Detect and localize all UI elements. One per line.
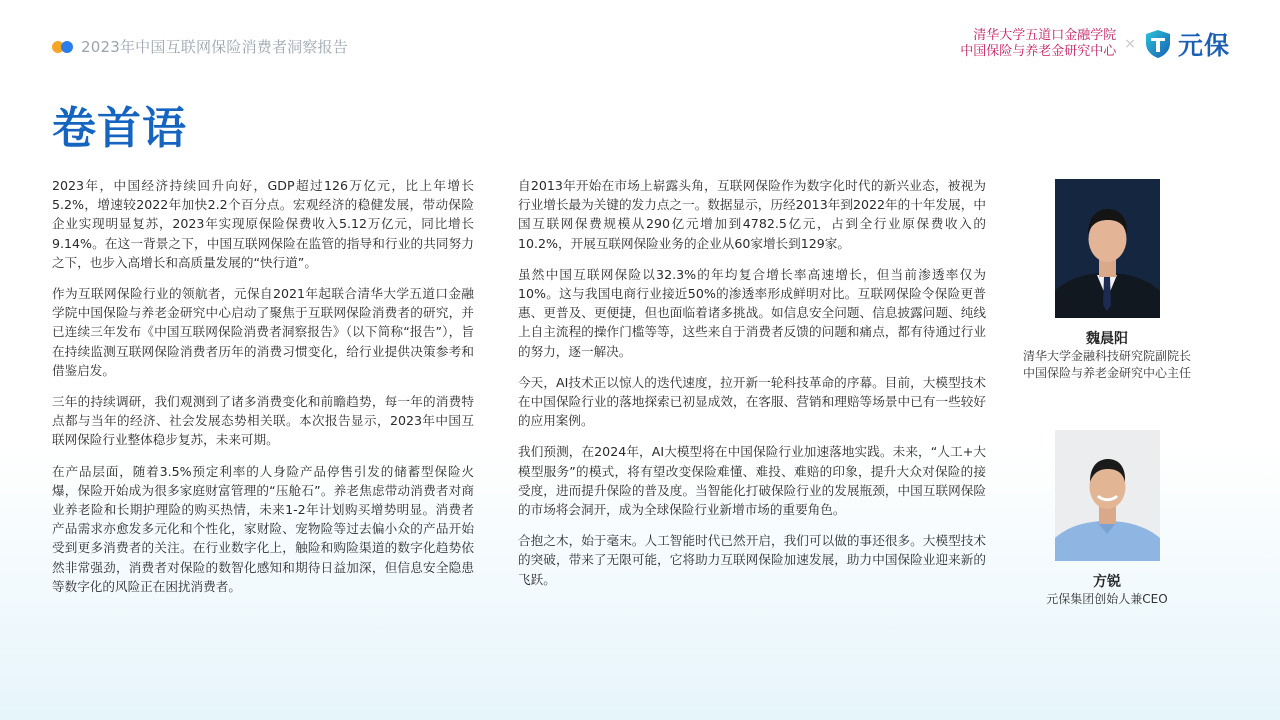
brand-name: 元保 xyxy=(1177,31,1230,60)
profile-wei-chenyang xyxy=(1014,179,1200,382)
middle-paragraph-2: 虽然中国互联网保险以32.3%的年均复合增长率高速增长，但当前渗透率仅为10%。这与我国电商行业接近50%的渗透率形成鲜明对比。互联网保险令保险更普惠、更普及、更便捷，但也面临着诸多挑战。如信息安全问题、信息披露问题、纯线上自主流程的操作门槛等等，这些来自于消费者反馈的问题和痛点，都有待通过行业的努力，逐一解决。 xyxy=(518,266,986,359)
left-text-column xyxy=(52,176,474,608)
partner-line-2: 中国保险与养老金研究中心 xyxy=(960,44,1117,59)
partner-institution xyxy=(960,28,1116,60)
portrait-photo xyxy=(1055,179,1160,318)
middle-paragraph-3: 今天，AI技术正以惊人的迭代速度，拉开新一轮科技革命的序幕。目前，大模型技术在中国保险行业的落地探索已初显成效，在客服、营销和理赔等场景中已有一些较好的应用案例。 xyxy=(518,374,986,429)
left-paragraph-1: 2023年，中国经济持续回升向好，GDP超过126万亿元，比上年增长5.2%，增速较2022年加快2.2个百分点。宏观经济的稳健发展，带动保险企业实现明显复苏，2023年实现原保险保费收入5.12万亿元，同比增长9.14%。在这一背景之下，中国互联网保险在监管的指导和行业的共同努力之下，也步入高增长和高质量发展的“快行道”。 xyxy=(52,178,474,270)
middle-paragraph-4: 我们预测，在2024年，AI大模型将在中国保险行业加速落地实践。未来，“人工+大模型服务”的模式，将有望改变保险难懂、难投、难赔的印象，提升大众对保险的接受度，进而提升保险的普及度。当智能化打破保险行业的发展瓶颈，中国互联网保险的市场将会洞开，成为全球保险行业新增市场的重要角色。 xyxy=(518,444,986,518)
report-header xyxy=(52,36,348,57)
portrait-photo xyxy=(1055,430,1160,561)
yuanbao-shield-icon xyxy=(1144,29,1172,59)
middle-text-column xyxy=(518,176,986,601)
left-paragraph-3: 三年的持续调研，我们观测到了诸多消费变化和前瞻趋势，每一年的消费特点都与当年的经济、社会发展态势相关联。本次报告显示，2023年中国互联网保险行业整体稳步复苏，未来可期。 xyxy=(52,394,474,448)
partner-line-1: 清华大学五道口金融学院 xyxy=(973,28,1117,43)
person-title-line-2: 中国保险与养老金研究中心主任 xyxy=(1022,366,1191,380)
blue-dot-icon xyxy=(61,41,73,53)
person-name: 方锐 xyxy=(1093,574,1121,590)
logo-dots-icon xyxy=(52,41,73,53)
person-title-line-1: 元保集团创始人兼CEO xyxy=(1046,592,1168,606)
left-paragraph-2: 作为互联网保险行业的领航者，元保自2021年起联合清华大学五道口金融学院中国保险与养老金研究中心启动了聚焦于互联网保险消费者的研究，并已连续三年发布《中国互联网保险消费者洞察报告》（以下简称“报告”），旨在持续监测互联网保险消费者历年的消费习惯变化，给行业提供决策参考和借鉴启发。 xyxy=(52,286,474,378)
report-title: 2023年中国互联网保险消费者洞察报告 xyxy=(81,38,348,56)
profile-fang-rui xyxy=(1014,430,1200,608)
person-name: 魏晨阳 xyxy=(1086,331,1128,347)
cross-separator: × xyxy=(1124,36,1136,52)
middle-paragraph-1: 自2013年开始在市场上崭露头角，互联网保险作为数字化时代的新兴业态，被视为行业增长最为关键的发力点之一。数据显示，历经2013年到2022年的十年发展，中国互联网保费规模从290亿元增加到4782.5亿元，占到全行业原保费收入的10.2%，开展互联网保险业务的企业从60家增长到129家。 xyxy=(518,178,986,251)
page-title: 卷首语 xyxy=(52,103,187,154)
partner-logos xyxy=(960,26,1230,62)
left-paragraph-4: 在产品层面，随着3.5%预定利率的人身险产品停售引发的储蓄型保险火爆，保险开始成为很多家庭财富管理的“压舱石”。养老焦虑带动消费者对商业养老险和长期护理险的购买热情，未来1-2年计划购买增势明显。消费者产品需求亦愈发多元化和个性化，家财险、宠物险等过去偏小众的产品开始受到更多消费者的关注。在行业数字化上，触险和购险渠道的数字化趋势依然非常强劲，消费者对保险的数智化感知和期待日益加深，但信息安全隐患等数字化的风险正在困扰消费者。 xyxy=(52,463,474,594)
person-title-line-1: 清华大学金融科技研究院副院长 xyxy=(1022,349,1191,363)
middle-paragraph-5: 合抱之木，始于毫末。人工智能时代已然开启，我们可以做的事还很多。大模型技术的突破，带来了无限可能，它将助力互联网保险加速发展，助力中国保险业迎来新的飞跃。 xyxy=(518,533,986,587)
